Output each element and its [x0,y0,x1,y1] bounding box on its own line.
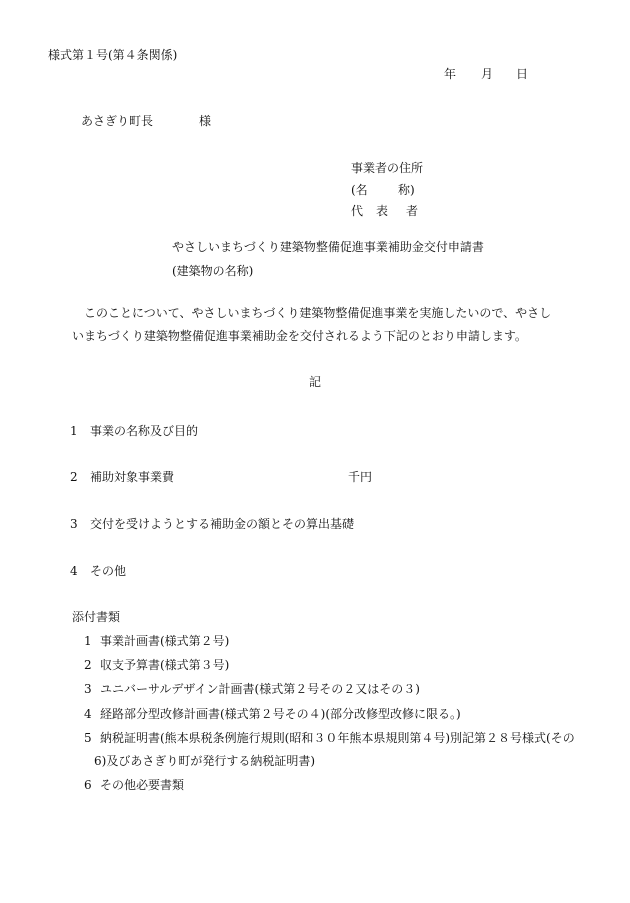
attachment-text: 納税証明書(熊本県税条例施行規則(昭和３０年熊本県規則第４号)別記第２８号様式(その [100,731,575,745]
attachment-text: 収支予算書(様式第３号) [100,658,230,672]
item-label: 事業の名称及び目的 [90,424,199,438]
applicant-name-label-close: 称) [398,183,415,197]
addressee-honorific: 様 [199,114,212,128]
item-number: 1 [70,424,78,438]
attachment-text: 事業計画書(様式第２号) [100,634,230,648]
applicant-rep-char-3: 者 [406,204,419,218]
document-title: やさしいまちづくり建築物整備促進事業補助金交付申請書 [172,240,484,254]
building-name-label: (建築物の名称) [172,264,254,278]
applicant-rep-char-1: 代 [351,204,364,218]
attachment-number: 4 [84,707,92,721]
addressee-name: あさぎり町長 [81,114,154,128]
attachment-number: 1 [84,634,92,648]
date-year-label: 年 [444,67,457,81]
body-text-line-2: いまちづくり建築物整備促進事業補助金を交付されるよう下記のとおり申請します。 [72,329,527,343]
attachment-text: 経路部分型改修計画書(様式第２号その４)(部分改修型改修に限る。) [100,707,461,721]
item-unit: 千円 [348,470,373,484]
item-number: 3 [70,517,78,531]
item-number: 4 [70,564,78,578]
attachments-heading: 添付書類 [72,610,121,624]
attachment-number: 3 [84,682,92,696]
attachment-text-continuation: 6)及びあさぎり町が発行する納税証明書) [94,754,315,768]
date-month-label: 月 [481,67,494,81]
attachment-number: 2 [84,658,92,672]
date-day-label: 日 [516,67,529,81]
ki-heading: 記 [309,375,322,389]
form-number: 様式第１号(第４条関係) [48,48,178,62]
attachment-text: その他必要書類 [100,778,185,792]
item-number: 2 [70,470,78,484]
attachment-number: 6 [84,778,92,792]
applicant-rep-char-2: 表 [376,204,389,218]
attachment-text: ユニバーサルデザイン計画書(様式第２号その２又はその３) [100,682,420,696]
body-text-line-1: このことについて、やさしいまちづくり建築物整備促進事業を実施したいので、やさし [84,306,552,320]
item-label: その他 [90,564,127,578]
attachment-number: 5 [84,731,92,745]
item-label: 交付を受けようとする補助金の額とその算出基礎 [90,517,355,531]
applicant-name-label-open: (名 [351,183,368,197]
applicant-address-label: 事業者の住所 [351,161,424,175]
item-label: 補助対象事業費 [90,470,175,484]
